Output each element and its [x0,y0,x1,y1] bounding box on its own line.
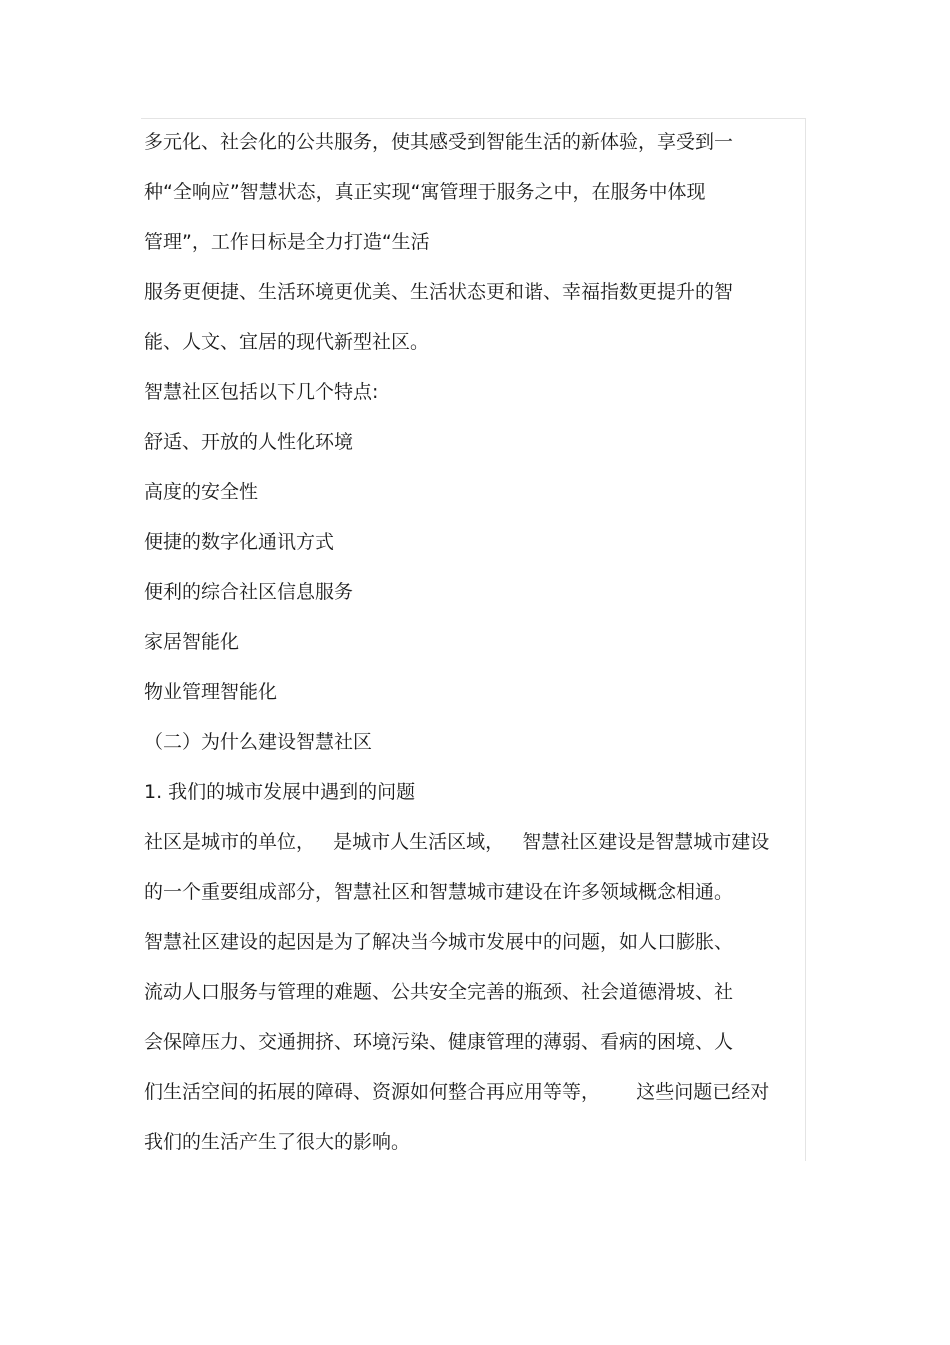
document-body [144,117,804,1167]
text-line: 智慧社区建设的起因是为了解决当今城市发展中的问题，如人口膨胀、 [144,931,734,953]
subsection-heading: 1. 我们的城市发展中遇到的问题 [144,781,416,803]
text-line: 能、人文、宜居的现代新型社区。 [144,331,430,353]
list-item: 家居智能化 [144,631,240,653]
text-line: 我们的生活产生了很大的影响。 [144,1131,411,1153]
list-item: 物业管理智能化 [144,681,278,703]
text-line: 会保障压力、交通拥挤、环境污染、健康管理的薄弱、看病的困境、人 [144,1031,734,1053]
text-line: 的一个重要组成部分，智慧社区和智慧城市建设在许多领域概念相通。 [144,881,734,903]
text-line: 流动人口服务与管理的难题、公共安全完善的瓶颈、社会道德滑坡、社 [144,981,734,1003]
text-line: 社区是城市的单位， 是城市人生活区域， 智慧社区建设是智慧城市建设 [144,831,770,853]
list-item: 高度的安全性 [144,481,259,503]
list-item: 舒适、开放的人性化环境 [144,431,354,453]
text-line: 多元化、社会化的公共服务，使其感受到智能生活的新体验，享受到一 [144,131,734,153]
text-line: 服务更便捷、生活环境更优美、生活状态更和谐、幸福指数更提升的智 [144,281,734,303]
section-heading: （二）为什么建设智慧社区 [144,731,373,753]
list-item: 便利的综合社区信息服务 [144,581,354,603]
text-line: 们生活空间的拓展的障碍、资源如何整合再应用等等， 这些问题已经对 [144,1081,770,1103]
list-intro: 智慧社区包括以下几个特点: [144,381,379,403]
text-line: 种“全响应”智慧状态，真正实现“寓管理于服务之中，在服务中体现 [144,181,706,203]
list-item: 便捷的数字化通讯方式 [144,531,335,553]
text-line: 管理”，工作日标是全力打造“生活 [144,231,430,253]
